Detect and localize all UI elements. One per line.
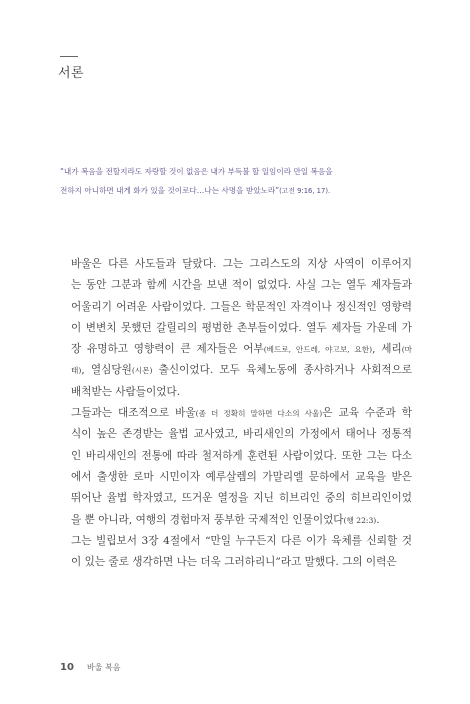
text-run: 에서 출생한 로마 시민이자 예루살렘의 가말리엘 문하에서 교육을 받은 — [71, 470, 412, 483]
text-run: 을 뿐 아니라, 여행의 경험마저 풍부한 국제적인 인물이었다 — [71, 513, 344, 526]
text-line — [60, 297, 412, 318]
text-line — [60, 339, 412, 360]
running-book-title: 바울 복음 — [87, 663, 121, 672]
text-line — [60, 531, 412, 552]
text-line — [60, 424, 412, 445]
text-run: 그들과는 대조적으로 바울 — [71, 407, 196, 420]
epigraph-quote — [60, 162, 420, 201]
text-run: 출신이었다. 모두 육체노동에 종사하거나 사회적으로 — [152, 364, 412, 377]
text-run: , 세리 — [372, 343, 402, 356]
text-run: 뛰어난 율법 학자였고, 뜨거운 열정을 지닌 히브리인 중의 히브리인이었 — [71, 492, 412, 505]
text-line — [60, 552, 412, 573]
text-run: . — [376, 513, 380, 526]
text-run: 이 변변치 못했던 갈릴리의 평범한 촌부들이었다. 열두 제자들 가운데 가 — [71, 321, 412, 334]
text-line — [60, 360, 412, 381]
page-footer — [60, 655, 120, 674]
page-number: 10 — [60, 662, 74, 673]
text-run: 식이 높은 존경받는 율법 교사였고, 바리새인의 가정에서 태어나 정통적 — [71, 428, 412, 441]
body-paragraph — [60, 254, 412, 403]
text-line — [60, 382, 412, 403]
body-paragraph — [60, 531, 412, 574]
text-line — [60, 510, 412, 531]
inline-note: 태) — [71, 366, 82, 376]
text-run: 장 유명하고 영향력이 큰 제자들은 어부 — [71, 343, 264, 356]
text-line — [60, 446, 412, 467]
text-run: 어울리기 어려운 사람이었다. 그들은 학문적인 자격이나 정신적인 영향력 — [71, 300, 412, 313]
inline-note: (마 — [401, 345, 412, 355]
text-line — [60, 275, 412, 296]
body-paragraph — [60, 403, 412, 531]
inline-note: (행 22:3) — [343, 515, 377, 525]
text-run: 그는 빌립보서 3장 4절에서 “만일 누구든지 다른 이가 육체를 신뢰할 것 — [71, 534, 412, 547]
text-line — [60, 403, 412, 424]
body-text — [60, 254, 412, 573]
quote-line-2-text: 전하지 아니하면 내게 화가 있을 것이로다…나는 사명을 받았노라” — [60, 186, 280, 195]
text-line — [60, 254, 412, 275]
text-run: 는 동안 그분과 함께 시간을 보낸 적이 없었다. 사실 그는 열두 제자들과 — [71, 279, 412, 292]
text-line — [60, 467, 412, 488]
inline-note: (시몬) — [131, 366, 153, 376]
inline-note: (베드로, 안드레, 야고보, 요한) — [263, 345, 373, 355]
inline-note: (좀 더 정확히 말하면 다소의 사울) — [195, 409, 323, 419]
text-run: 배척받는 사람들이었다. — [71, 385, 181, 398]
text-run: 인 바리새인의 전통에 따라 철저하게 훈련된 사람이었다. 또한 그는 다소 — [71, 449, 412, 462]
quote-line-2 — [60, 181, 420, 201]
section-title: 서론 — [58, 66, 85, 81]
text-run: 바울은 다른 사도들과 달랐다. 그는 그리스도의 지상 사역이 이루어지 — [71, 258, 412, 270]
text-run: , 열심당원 — [81, 364, 132, 377]
text-run: 은 교육 수준과 학 — [322, 407, 412, 420]
section-rule — [60, 56, 78, 57]
text-line — [60, 488, 412, 509]
quote-citation: (고전 9:16, 17). — [279, 187, 331, 195]
text-line — [60, 318, 412, 339]
text-run: 이 있는 줄로 생각하면 나는 더욱 그러하리니”라고 말했다. 그의 이력은 — [71, 556, 397, 569]
quote-line-1: “내가 복음을 전할지라도 자랑할 것이 없음은 내가 부득불 할 일임이라 만일 복음을 — [60, 167, 333, 176]
